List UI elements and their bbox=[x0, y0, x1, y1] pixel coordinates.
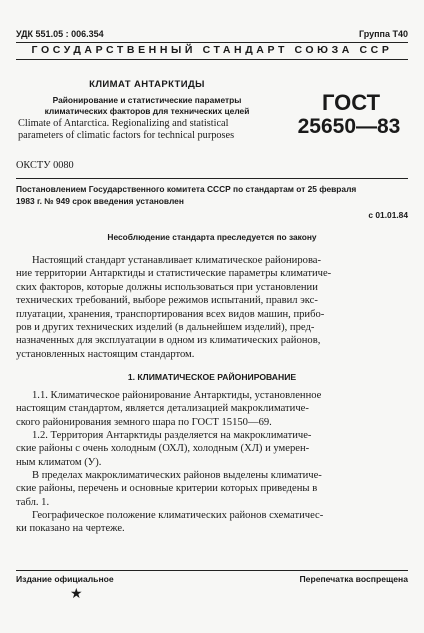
paragraph-line: ным климатом (У). bbox=[16, 456, 102, 468]
okstu-code: ОКСТУ 0080 bbox=[16, 160, 74, 171]
intro-line: назначенных для эксплуатации в одном из климатических районов, bbox=[16, 335, 321, 347]
intro-line: Настоящий стандарт устанавливает климатическое районирова- bbox=[32, 255, 322, 266]
gost-label: ГОСТ bbox=[321, 90, 381, 115]
section-paragraph-geography bbox=[16, 509, 408, 536]
paragraph-line: табл. 1. bbox=[16, 496, 50, 508]
intro-line: ние территории Антарктиды и статистические параметры климатиче- bbox=[16, 268, 332, 280]
russian-subtitle-line-2: климатических факторов для технических целей bbox=[44, 106, 250, 116]
paragraph-line: ского районирования земного шара по ГОСТ 15150—69. bbox=[16, 416, 272, 428]
paragraph-line: ские районы с очень холодным (ОХЛ), холодным (ХЛ) и умерен- bbox=[16, 443, 310, 455]
paragraph-line: 1.1. Климатическое районирование Антарктиды, установленное bbox=[32, 390, 322, 401]
intro-paragraph bbox=[16, 254, 408, 361]
section-paragraph-regions bbox=[16, 469, 408, 509]
official-edition-label: Издание официальное bbox=[16, 574, 114, 584]
footer-rule bbox=[16, 570, 408, 571]
legal-warning: Несоблюдение стандарта преследуется по закону bbox=[107, 232, 317, 242]
paragraph-line: 1.2. Территория Антарктиды разделяется на макроклиматиче- bbox=[32, 430, 312, 441]
english-title-line-1: Climate of Antarctica. Regionalizing and statistical bbox=[18, 118, 229, 129]
decree-separator-rule bbox=[16, 178, 408, 179]
english-title-line-2: parameters of climatic factors for technical purposes bbox=[18, 130, 235, 141]
russian-subtitle-line-1: Районирование и статистические параметры bbox=[52, 95, 242, 105]
state-standard-banner: ГОСУДАРСТВЕННЫЙ СТАНДАРТ СОЮЗА ССР bbox=[31, 44, 393, 56]
decree-line-2: 1983 г. № 949 срок введения установлен bbox=[16, 196, 184, 206]
section-paragraph-1-1 bbox=[16, 389, 408, 429]
paragraph-line: ские районы, перечень и основные критерии которых приведены в bbox=[16, 483, 318, 495]
paragraph-line: ки показано на чертеже. bbox=[16, 523, 125, 535]
standard-title: КЛИМАТ АНТАРКТИДЫ bbox=[89, 79, 205, 90]
group-code: Группа Т40 bbox=[358, 29, 408, 39]
section-paragraph-1-2 bbox=[16, 429, 408, 469]
intro-line: ров и других технических изделий (в дальнейшем изделий), пред- bbox=[16, 322, 315, 334]
intro-line: технических требований, выборе режимов испытаний, правил экс- bbox=[16, 295, 318, 307]
paragraph-line: настоящим стандартом, является детализацией макроклиматиче- bbox=[16, 403, 309, 415]
banner-top-rule bbox=[16, 42, 408, 43]
star-icon: ★ bbox=[70, 586, 83, 602]
paragraph-line: В пределах макроклиматических районов выделены климатиче- bbox=[32, 470, 322, 481]
reprint-prohibited-label: Перепечатка воспрещена bbox=[299, 574, 408, 584]
udk-code: УДК 551.05 : 006.354 bbox=[16, 29, 104, 39]
banner-bottom-rule bbox=[16, 59, 408, 60]
gost-number: 25650—83 bbox=[297, 115, 401, 138]
paragraph-line: Географическое положение климатических районов схематичес- bbox=[32, 510, 324, 521]
intro-line: ских факторов, которые должны использоваться при установлении bbox=[16, 281, 318, 293]
decree-line-1: Постановлением Государственного комитета СССР по стандартам от 25 февраля bbox=[16, 184, 357, 194]
effective-date: с 01.01.84 bbox=[368, 210, 408, 220]
intro-line: плуатации, хранения, транспортирования всех видов машин, прибо- bbox=[16, 308, 325, 320]
section-heading: 1. КЛИМАТИЧЕСКОЕ РАЙОНИРОВАНИЕ bbox=[127, 372, 297, 382]
intro-line: установленных настоящим стандартом. bbox=[16, 348, 195, 360]
